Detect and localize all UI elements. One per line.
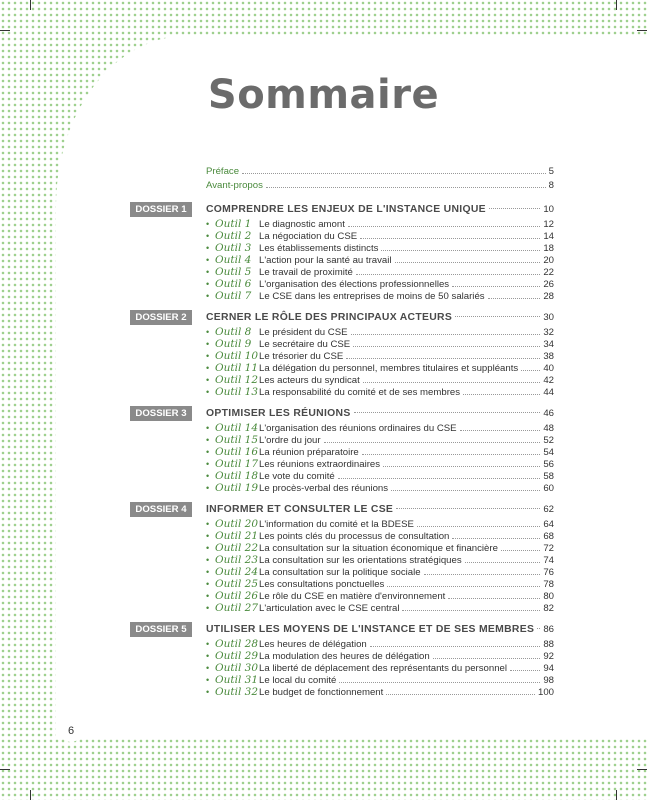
dot-leader <box>324 442 541 443</box>
outil-entry <box>130 602 554 614</box>
outil-title: Les consultations ponctuelles <box>259 579 385 590</box>
dossier-header <box>130 500 554 518</box>
outil-title: La négociation du CSE <box>259 231 358 242</box>
outil-label: Outil 5 <box>215 266 252 278</box>
outil-title: Les établissements distincts <box>259 243 379 254</box>
outil-entry <box>130 266 554 278</box>
bullet-icon: • <box>206 447 210 457</box>
bullet-icon: • <box>206 387 210 397</box>
bullet-icon: • <box>206 267 210 277</box>
dot-leader <box>362 454 541 455</box>
dot-leader <box>338 478 541 479</box>
dossier-page: 30 <box>543 311 554 323</box>
bullet-icon: • <box>206 339 210 349</box>
page-number: 6 <box>60 720 82 742</box>
dot-leader <box>488 298 541 299</box>
dossier-header <box>130 200 554 218</box>
outil-page: 92 <box>543 651 554 662</box>
outil-label: Outil 15 <box>215 434 259 446</box>
toc-front-entry <box>130 166 554 180</box>
outil-title: Le vote du comité <box>259 471 335 482</box>
outil-entry <box>130 650 554 662</box>
outil-page: 82 <box>543 603 554 614</box>
outil-entry <box>130 374 554 386</box>
dot-leader <box>387 586 540 587</box>
dossier-badge: DOSSIER 5 <box>130 622 192 637</box>
bullet-icon: • <box>206 327 210 337</box>
bullet-icon: • <box>206 279 210 289</box>
entry-page: 5 <box>548 166 554 177</box>
dot-leader <box>386 694 535 695</box>
outil-page: 32 <box>543 327 554 338</box>
bullet-icon: • <box>206 459 210 469</box>
outil-page: 72 <box>543 543 554 554</box>
bullet-icon: • <box>206 519 210 529</box>
outil-title: Le travail de proximité <box>259 267 353 278</box>
outil-label: Outil 9 <box>215 338 252 350</box>
outil-page: 76 <box>543 567 554 578</box>
outil-entry <box>130 686 554 698</box>
dot-leader <box>370 646 541 647</box>
outil-label: Outil 27 <box>215 602 259 614</box>
outil-label: Outil 25 <box>215 578 259 590</box>
dossier-title: CERNER LE RÔLE DES PRINCIPAUX ACTEURS <box>206 311 453 323</box>
dot-leader <box>339 682 540 683</box>
entry-title: Avant-propos <box>206 180 263 191</box>
dossier-page: 46 <box>543 407 554 419</box>
outil-entry <box>130 482 554 494</box>
dossier-page: 86 <box>543 623 554 635</box>
outil-entry <box>130 290 554 302</box>
bullet-icon: • <box>206 663 210 673</box>
outil-page: 78 <box>543 579 554 590</box>
table-of-contents <box>130 166 554 698</box>
outil-label: Outil 3 <box>215 242 252 254</box>
dot-leader <box>363 382 541 383</box>
outil-label: Outil 12 <box>215 374 259 386</box>
outil-entry <box>130 278 554 290</box>
outil-entry <box>130 326 554 338</box>
outil-page: 18 <box>543 243 554 254</box>
dossier-header <box>130 308 554 326</box>
bullet-icon: • <box>206 531 210 541</box>
dot-leader <box>460 430 541 431</box>
outil-entry <box>130 470 554 482</box>
outil-page: 58 <box>543 471 554 482</box>
outil-title: Le local du comité <box>259 675 337 686</box>
bullet-icon: • <box>206 375 210 385</box>
dossier-page: 62 <box>543 503 554 515</box>
crop-mark <box>616 790 617 800</box>
outil-title: La liberté de déplacement des représentants du personnel <box>259 663 508 674</box>
dot-leader <box>354 412 541 413</box>
outil-entry <box>130 230 554 242</box>
bullet-icon: • <box>206 231 210 241</box>
bullet-icon: • <box>206 423 210 433</box>
outil-title: La consultation sur les orientations stratégiques <box>259 555 462 566</box>
outil-label: Outil 10 <box>215 350 259 362</box>
dot-leader <box>452 286 540 287</box>
outil-entry <box>130 446 554 458</box>
bullet-icon: • <box>206 471 210 481</box>
outil-label: Outil 26 <box>215 590 259 602</box>
bullet-icon: • <box>206 651 210 661</box>
outil-title: La réunion préparatoire <box>259 447 359 458</box>
outil-title: Les points clés du processus de consultation <box>259 531 450 542</box>
dossier-badge: DOSSIER 3 <box>130 406 192 421</box>
bullet-icon: • <box>206 483 210 493</box>
dot-leader <box>465 562 541 563</box>
dot-leader <box>463 394 540 395</box>
outil-label: Outil 32 <box>215 686 259 698</box>
bullet-icon: • <box>206 555 210 565</box>
crop-mark <box>616 0 617 10</box>
outil-page: 38 <box>543 351 554 362</box>
outil-entry <box>130 350 554 362</box>
dot-leader <box>395 262 541 263</box>
dot-leader <box>521 370 540 371</box>
crop-mark <box>30 790 31 800</box>
outil-label: Outil 20 <box>215 518 259 530</box>
crop-mark <box>637 30 647 31</box>
outil-label: Outil 16 <box>215 446 259 458</box>
outil-page: 14 <box>543 231 554 242</box>
dot-leader <box>266 187 546 188</box>
toc-front-entry <box>130 180 554 194</box>
dot-leader <box>391 490 540 491</box>
crop-mark <box>0 30 10 31</box>
dot-leader <box>489 208 540 209</box>
crop-mark <box>0 769 10 770</box>
outil-label: Outil 6 <box>215 278 252 290</box>
outil-entry <box>130 554 554 566</box>
dot-leader <box>510 670 540 671</box>
bullet-icon: • <box>206 291 210 301</box>
outil-page: 28 <box>543 291 554 302</box>
dossier-title: OPTIMISER LES RÉUNIONS <box>206 407 351 419</box>
outil-page: 42 <box>543 375 554 386</box>
outil-entry <box>130 338 554 350</box>
outil-entry <box>130 434 554 446</box>
outil-page: 98 <box>543 675 554 686</box>
outil-label: Outil 7 <box>215 290 252 302</box>
dossier-title: COMPRENDRE LES ENJEUX DE L'INSTANCE UNIQUE <box>206 203 486 215</box>
bullet-icon: • <box>206 639 210 649</box>
dossier-badge: DOSSIER 1 <box>130 202 192 217</box>
outil-label: Outil 30 <box>215 662 259 674</box>
outil-page: 52 <box>543 435 554 446</box>
outil-title: Les acteurs du syndicat <box>259 375 360 386</box>
outil-label: Outil 13 <box>215 386 259 398</box>
outil-entry <box>130 638 554 650</box>
outil-title: L'information du comité et la BDESE <box>259 519 414 530</box>
outil-page: 48 <box>543 423 554 434</box>
outil-title: L'ordre du jour <box>259 435 321 446</box>
outil-page: 64 <box>543 519 554 530</box>
outil-title: L'organisation des élections professionnelles <box>259 279 450 290</box>
outil-label: Outil 1 <box>215 218 252 230</box>
dot-leader <box>346 358 540 359</box>
dot-leader <box>455 316 540 317</box>
outil-label: Outil 19 <box>215 482 259 494</box>
outil-title: Les heures de délégation <box>259 639 367 650</box>
dossier-badge: DOSSIER 2 <box>130 310 192 325</box>
outil-label: Outil 8 <box>215 326 252 338</box>
outil-page: 80 <box>543 591 554 602</box>
bullet-icon: • <box>206 687 210 697</box>
outil-entry <box>130 566 554 578</box>
bullet-icon: • <box>206 567 210 577</box>
outil-title: L'articulation avec le CSE central <box>259 603 400 614</box>
outil-entry <box>130 254 554 266</box>
outil-page: 22 <box>543 267 554 278</box>
dossier-title: INFORMER ET CONSULTER LE CSE <box>206 503 394 515</box>
dot-leader <box>381 250 540 251</box>
dot-leader <box>452 538 540 539</box>
outil-entry <box>130 518 554 530</box>
dot-leader <box>424 574 541 575</box>
bullet-icon: • <box>206 579 210 589</box>
outil-title: Le diagnostic amont <box>259 219 345 230</box>
crop-mark <box>637 769 647 770</box>
bullet-icon: • <box>206 255 210 265</box>
outil-entry <box>130 362 554 374</box>
outil-label: Outil 28 <box>215 638 259 650</box>
outil-title: La délégation du personnel, membres titulaires et suppléants <box>259 363 519 374</box>
outil-title: La consultation sur la situation économique et financière <box>259 543 498 554</box>
dot-leader <box>356 274 540 275</box>
bullet-icon: • <box>206 351 210 361</box>
entry-page: 8 <box>548 180 554 191</box>
outil-label: Outil 2 <box>215 230 252 242</box>
outil-entry <box>130 242 554 254</box>
bullet-icon: • <box>206 243 210 253</box>
dot-leader <box>351 334 541 335</box>
outil-page: 88 <box>543 639 554 650</box>
outil-page: 44 <box>543 387 554 398</box>
outil-label: Outil 17 <box>215 458 259 470</box>
outil-entry <box>130 662 554 674</box>
outil-title: Le CSE dans les entreprises de moins de 50 salariés <box>259 291 485 302</box>
outil-page: 40 <box>543 363 554 374</box>
dot-leader <box>448 598 540 599</box>
page-title: Sommaire <box>207 72 440 118</box>
outil-label: Outil 24 <box>215 566 259 578</box>
outil-entry <box>130 386 554 398</box>
outil-entry <box>130 542 554 554</box>
outil-page: 26 <box>543 279 554 290</box>
outil-label: Outil 18 <box>215 470 259 482</box>
dossier-title: UTILISER LES MOYENS DE L'INSTANCE ET DE SES MEMBRES <box>206 623 535 635</box>
outil-label: Outil 21 <box>215 530 259 542</box>
dot-leader <box>242 173 546 174</box>
bullet-icon: • <box>206 591 210 601</box>
outil-entry <box>130 590 554 602</box>
dot-leader <box>396 508 540 509</box>
outil-page: 34 <box>543 339 554 350</box>
outil-title: L'organisation des réunions ordinaires du CSE <box>259 423 457 434</box>
dot-leader <box>353 346 540 347</box>
dot-leader <box>537 628 540 629</box>
outil-label: Outil 22 <box>215 542 259 554</box>
outil-label: Outil 14 <box>215 422 259 434</box>
outil-label: Outil 11 <box>215 362 259 374</box>
bullet-icon: • <box>206 603 210 613</box>
outil-title: La consultation sur la politique sociale <box>259 567 421 578</box>
dossier-header <box>130 404 554 422</box>
outil-label: Outil 23 <box>215 554 259 566</box>
dossier-page: 10 <box>543 203 554 215</box>
outil-title: Le rôle du CSE en matière d'environnement <box>259 591 446 602</box>
outil-page: 12 <box>543 219 554 230</box>
dot-leader <box>417 526 540 527</box>
outil-label: Outil 4 <box>215 254 252 266</box>
outil-title: Le trésorier du CSE <box>259 351 344 362</box>
dot-leader <box>348 226 540 227</box>
outil-label: Outil 31 <box>215 674 259 686</box>
outil-entry <box>130 674 554 686</box>
dossier-header <box>130 620 554 638</box>
bullet-icon: • <box>206 219 210 229</box>
dot-leader <box>383 466 540 467</box>
bullet-icon: • <box>206 543 210 553</box>
dot-leader <box>402 610 540 611</box>
outil-title: L'action pour la santé au travail <box>259 255 392 266</box>
dossier-badge: DOSSIER 4 <box>130 502 192 517</box>
bullet-icon: • <box>206 363 210 373</box>
dot-leader <box>433 658 541 659</box>
outil-title: Le procès-verbal des réunions <box>259 483 389 494</box>
outil-title: La modulation des heures de délégation <box>259 651 430 662</box>
bullet-icon: • <box>206 435 210 445</box>
entry-title: Préface <box>206 166 240 177</box>
outil-page: 56 <box>543 459 554 470</box>
outil-title: Les réunions extraordinaires <box>259 459 381 470</box>
outil-title: Le secrétaire du CSE <box>259 339 351 350</box>
outil-entry <box>130 422 554 434</box>
outil-entry <box>130 530 554 542</box>
outil-entry <box>130 458 554 470</box>
outil-page: 68 <box>543 531 554 542</box>
outil-page: 54 <box>543 447 554 458</box>
outil-page: 74 <box>543 555 554 566</box>
outil-page: 94 <box>543 663 554 674</box>
dot-leader <box>501 550 540 551</box>
outil-title: La responsabilité du comité et de ses membres <box>259 387 461 398</box>
outil-label: Outil 29 <box>215 650 259 662</box>
outil-title: Le budget de fonctionnement <box>259 687 384 698</box>
outil-page: 60 <box>543 483 554 494</box>
outil-entry <box>130 578 554 590</box>
bullet-icon: • <box>206 675 210 685</box>
outil-entry <box>130 218 554 230</box>
crop-mark <box>30 0 31 10</box>
outil-page: 20 <box>543 255 554 266</box>
outil-title: Le président du CSE <box>259 327 348 338</box>
outil-page: 100 <box>537 687 554 698</box>
dot-leader <box>360 238 540 239</box>
